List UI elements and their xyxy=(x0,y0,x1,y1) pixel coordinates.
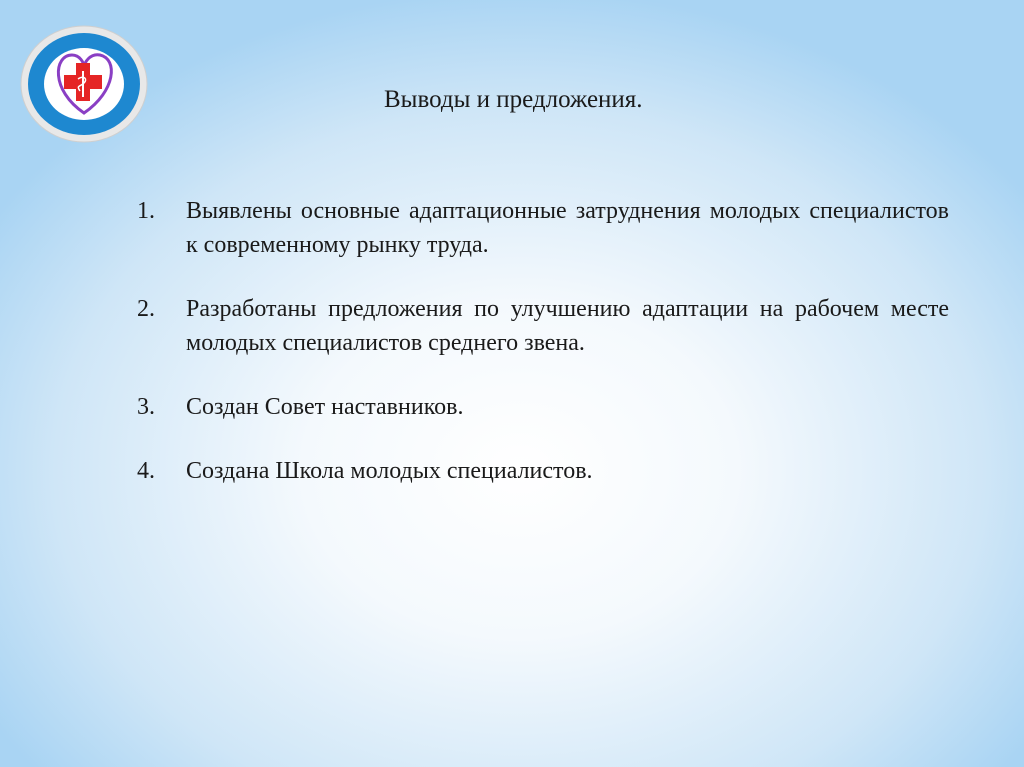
item-text: Создан Совет наставников. xyxy=(186,394,464,420)
slide-title: Выводы и предложения. xyxy=(384,86,643,113)
conclusions-list xyxy=(137,194,949,518)
item-text: Создана Школа молодых специалистов. xyxy=(186,458,593,484)
item-text: Разработаны предложения по улучшению адаптации на рабочем месте молодых специалистов среднего звена. xyxy=(186,296,949,356)
list-item xyxy=(137,454,949,488)
item-number: 2. xyxy=(137,296,155,322)
list-item xyxy=(137,194,949,262)
list-item xyxy=(137,390,949,424)
item-number: 4. xyxy=(137,458,155,484)
item-number: 3. xyxy=(137,394,155,420)
item-text: Выявлены основные адаптационные затруднения молодых специалистов к современному рынку труда. xyxy=(186,198,949,258)
item-number: 1. xyxy=(137,198,155,224)
hospital-logo xyxy=(20,25,148,143)
list-item xyxy=(137,292,949,360)
